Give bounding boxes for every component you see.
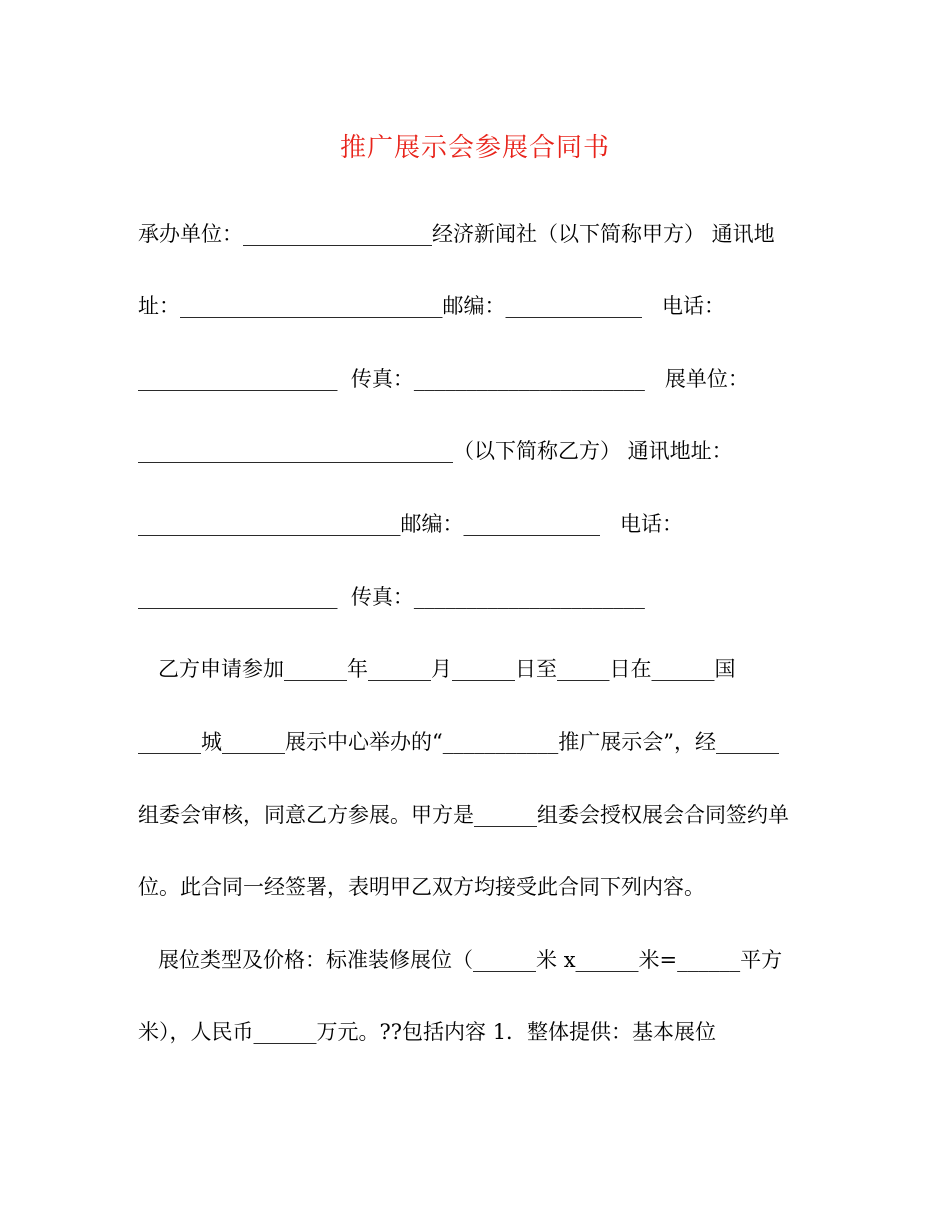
contract-line-9: 组委会审核，同意乙方参展。甲方是______组委会授权展会合同签约单: [138, 803, 789, 827]
contract-line-2: 址：_________________________邮编：_____________ 电话：: [138, 294, 726, 318]
contract-line-1: 承办单位：__________________经济新闻社（以下简称甲方） 通讯地: [138, 222, 775, 246]
document-title: 推广展示会参展合同书: [339, 133, 610, 163]
contract-line-8: ______城______展示中心举办的“___________推广展示会”，经______: [138, 730, 779, 754]
contract-line-10: 位。此合同一经签署，表明甲乙双方均接受此合同下列内容。: [138, 875, 705, 899]
contract-line-11: 展位类型及价格：标准装修展位（______米 x______米=______平方: [138, 948, 783, 972]
contract-line-12: 米），人民币______万元。??包括内容 1．整体提供：基本展位: [138, 1020, 717, 1044]
contract-line-7: 乙方申请参加______年______月______日至_____日在______国: [138, 657, 736, 681]
contract-line-6: ___________________ 传真：______________________: [138, 585, 645, 609]
contract-line-4: ______________________________（以下简称乙方） 通讯地址：: [138, 439, 733, 463]
contract-line-3: ___________________ 传真：______________________ 展单位：: [138, 367, 749, 391]
contract-line-5: _________________________邮编：_____________ 电话：: [138, 512, 684, 536]
